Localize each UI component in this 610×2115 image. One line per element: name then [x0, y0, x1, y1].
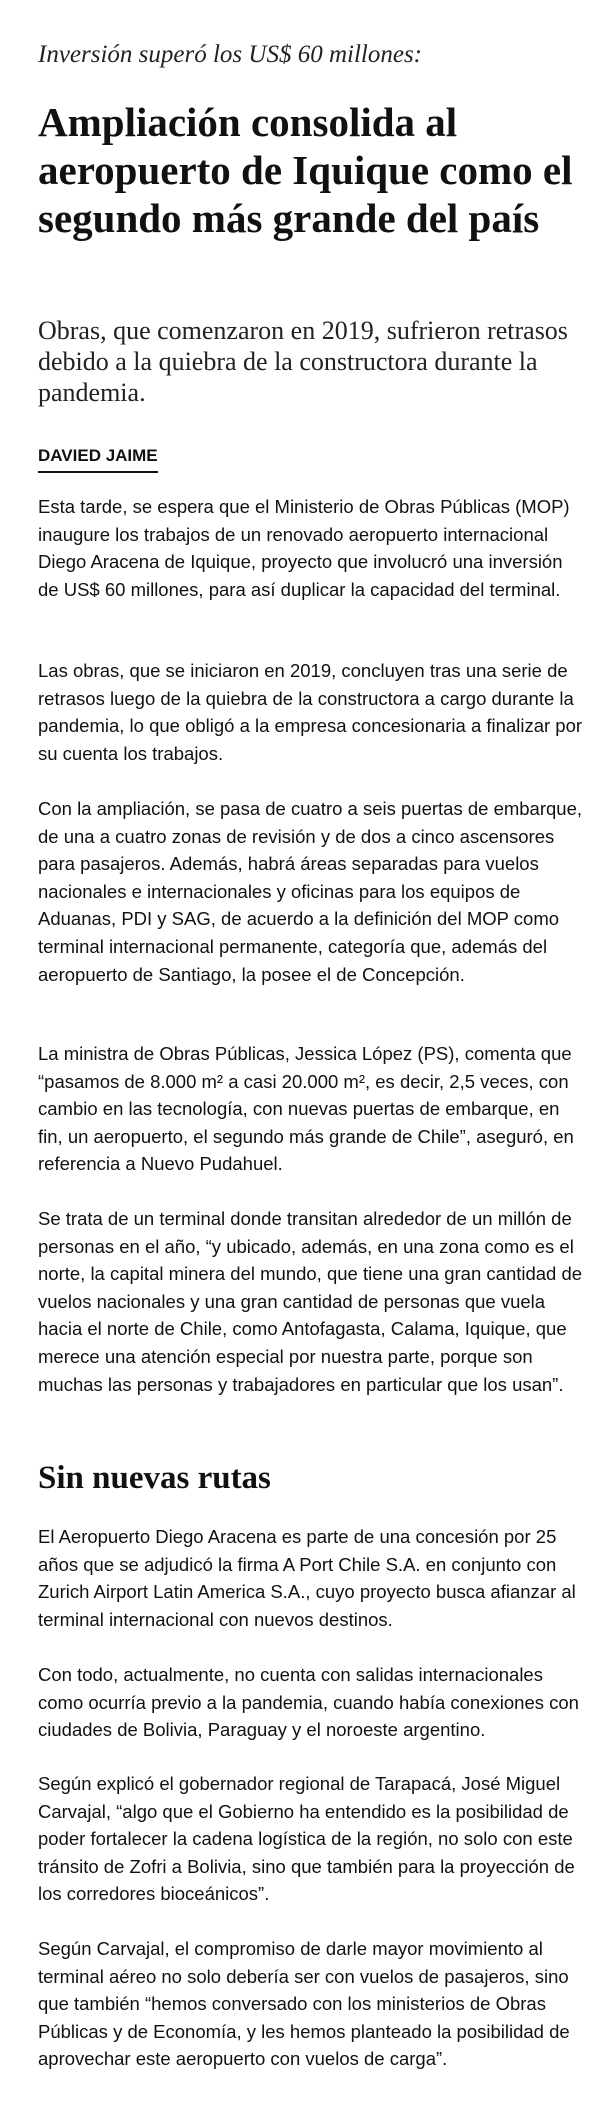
- article-paragraph: El Aeropuerto Diego Aracena es parte de una concesión por 25 años que se adjudicó la firma A Port Chile S.A. en conjunto con Zurich Airport Latin America S.A., cuyo proyecto busca afianzar al terminal internacional con nuevos destinos.: [38, 1526, 576, 1630]
- section-heading: Sin nuevas rutas: [38, 1460, 271, 1496]
- article-paragraph: Con la ampliación, se pasa de cuatro a seis puertas de embarque, de una a cuatro zonas de revisión y de dos a cinco ascensores para pasajeros. Además, habrá áreas separadas para vuelos nacionales e internacionales y oficinas para los equipos de Aduanas, PDI y SAG, de acuerdo a la definición del MOP como terminal internacional permanente, categoría que, además del aeropuerto de Santiago, la posee el de Concepción.: [38, 798, 583, 985]
- article-subtitle: Obras, que comenzaron en 2019, sufrieron retrasos debido a la quiebra de la constructora durante la pandemia.: [38, 316, 568, 407]
- article-paragraph: Se trata de un terminal donde transitan alrededor de un millón de personas en el año, “y ubicado, además, en una zona como es el norte, la capital minera del mundo, que tiene una gran cantidad de vuelos nacionales y una gran cantidad de personas que vuela hacia el norte de Chile, como Antofagasta, Calama, Iquique, que merece una atención especial por nuestra parte, porque son muchas las personas y trabajadores en particular que los usan”.: [38, 1208, 583, 1395]
- article-paragraph: Según Carvajal, el compromiso de darle mayor movimiento al terminal aéreo no solo debería ser con vuelos de pasajeros, sino que también “hemos conversado con los ministerios de Obras Públicas y de Economía, y les hemos planteado la posibilidad de aprovechar este aeropuerto con vuelos de carga”.: [38, 1938, 570, 2070]
- article-paragraph: Según explicó el gobernador regional de Tarapacá, José Miguel Carvajal, “algo que el Gobierno ha entendido es la posibilidad de poder fortalecer la cadena logística de la región, no solo con este tránsito de Zofri a Bolivia, sino que también para la proyección de los corredores bioceánicos”.: [38, 1773, 575, 1905]
- article-paragraph: La ministra de Obras Públicas, Jessica López (PS), comenta que “pasamos de 8.000 m² a casi 20.000 m², es decir, 2,5 veces, con cambio en las tecnología, con nuevas puertas de embarque, en fin, un aeropuerto, el segundo más grande de Chile”, aseguró, en referencia a Nuevo Pudahuel.: [38, 1043, 574, 1175]
- article-paragraph: Esta tarde, se espera que el Ministerio de Obras Públicas (MOP) inaugure los trabajos de un renovado aeropuerto internacional Diego Aracena de Iquique, proyecto que involucró una inversión de US$ 60 millones, para así duplicar la capacidad del terminal.: [38, 496, 570, 600]
- article-paragraph: Las obras, que se iniciaron en 2019, concluyen tras una serie de retrasos luego de la quiebra de la constructora a cargo durante la pandemia, lo que obligó a la empresa concesionaria a finalizar por su cuenta los trabajos.: [38, 660, 583, 764]
- article-headline: Ampliación consolida al aeropuerto de Iquique como el segundo más grande del país: [38, 99, 573, 241]
- article-kicker: Inversión superó los US$ 60 millones:: [38, 41, 422, 68]
- author-byline-link[interactable]: DAVIED JAIME: [38, 446, 158, 473]
- article-paragraph: Con todo, actualmente, no cuenta con salidas internacionales como ocurría previo a la pandemia, cuando había conexiones con ciudades de Bolivia, Paraguay y el noroeste argentino.: [38, 1664, 579, 1741]
